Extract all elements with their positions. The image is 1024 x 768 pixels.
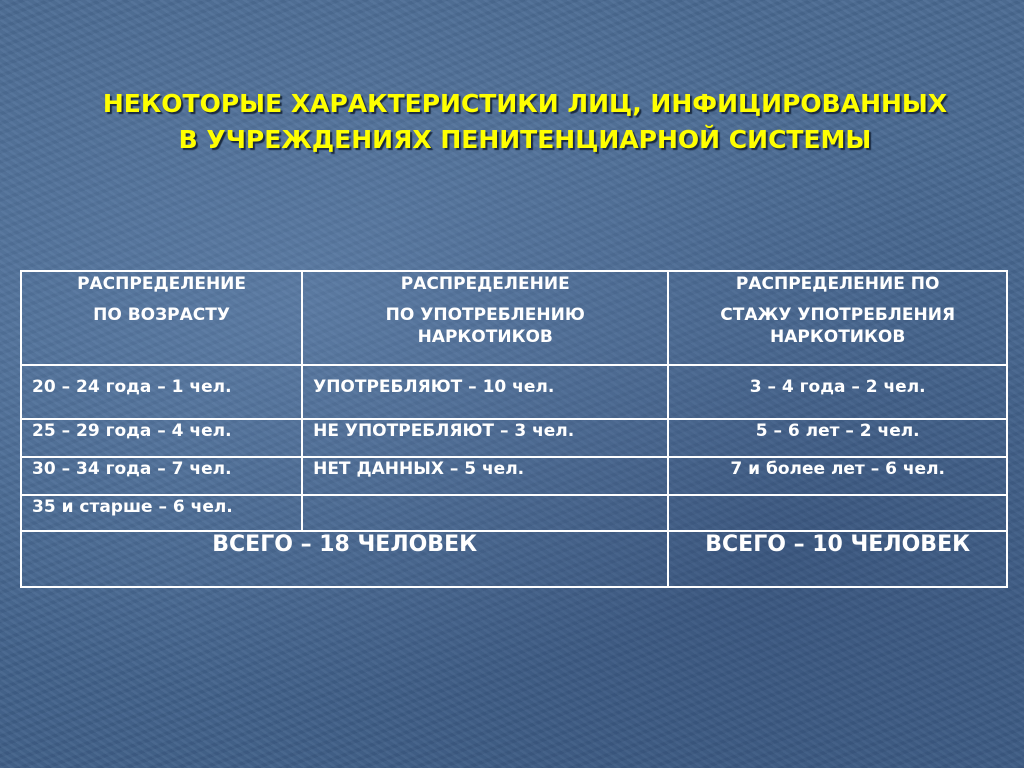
age-cell: 20 – 24 года – 1 чел. <box>21 365 302 419</box>
table-header-row <box>21 271 1007 365</box>
drug-use-cell: УПОТРЕБЛЯЮТ – 10 чел. <box>302 365 668 419</box>
header-age-distribution <box>21 271 302 365</box>
header-experience-line-1: РАСПРЕДЕЛЕНИЕ ПО <box>735 274 940 294</box>
experience-cell: 7 и более лет – 6 чел. <box>668 457 1007 495</box>
header-drug-use-line-1: РАСПРЕДЕЛЕНИЕ <box>400 274 570 294</box>
drug-use-cell <box>302 495 668 531</box>
experience-cell <box>668 495 1007 531</box>
drug-use-cell: НЕТ ДАННЫХ – 5 чел. <box>302 457 668 495</box>
header-drug-use-line-3: НАРКОТИКОВ <box>417 327 553 347</box>
slide-title-line-2: В УЧРЕЖДЕНИЯХ ПЕНИТЕНЦИАРНОЙ СИСТЕМЫ <box>178 125 872 154</box>
experience-cell: 5 – 6 лет – 2 чел. <box>668 419 1007 457</box>
header-drug-use-experience <box>668 271 1007 365</box>
total-age-drug-use: ВСЕГО – 18 ЧЕЛОВЕК <box>21 531 668 587</box>
table-row <box>21 495 1007 531</box>
age-cell: 35 и старше – 6 чел. <box>21 495 302 531</box>
header-age-line-1: РАСПРЕДЕЛЕНИЕ <box>77 274 247 294</box>
total-experience: ВСЕГО – 10 ЧЕЛОВЕК <box>668 531 1007 587</box>
drug-use-cell: НЕ УПОТРЕБЛЯЮТ – 3 чел. <box>302 419 668 457</box>
header-drug-use-line-2: ПО УПОТРЕБЛЕНИЮ <box>385 305 585 325</box>
slide-title <box>30 86 1020 158</box>
header-experience-line-3: НАРКОТИКОВ <box>770 327 906 347</box>
table-total-row <box>21 531 1007 587</box>
age-cell: 25 – 29 года – 4 чел. <box>21 419 302 457</box>
table-row <box>21 419 1007 457</box>
slide-title-line-1: НЕКОТОРЫЕ ХАРАКТЕРИСТИКИ ЛИЦ, ИНФИЦИРОВАННЫХ <box>102 89 948 118</box>
characteristics-table <box>20 270 1008 588</box>
header-drug-use-distribution <box>302 271 668 365</box>
age-cell: 30 – 34 года – 7 чел. <box>21 457 302 495</box>
header-age-line-2: ПО ВОЗРАСТУ <box>93 305 230 325</box>
table-row <box>21 457 1007 495</box>
table-row <box>21 365 1007 419</box>
experience-cell: 3 – 4 года – 2 чел. <box>668 365 1007 419</box>
header-experience-line-2: СТАЖУ УПОТРЕБЛЕНИЯ <box>720 305 956 325</box>
